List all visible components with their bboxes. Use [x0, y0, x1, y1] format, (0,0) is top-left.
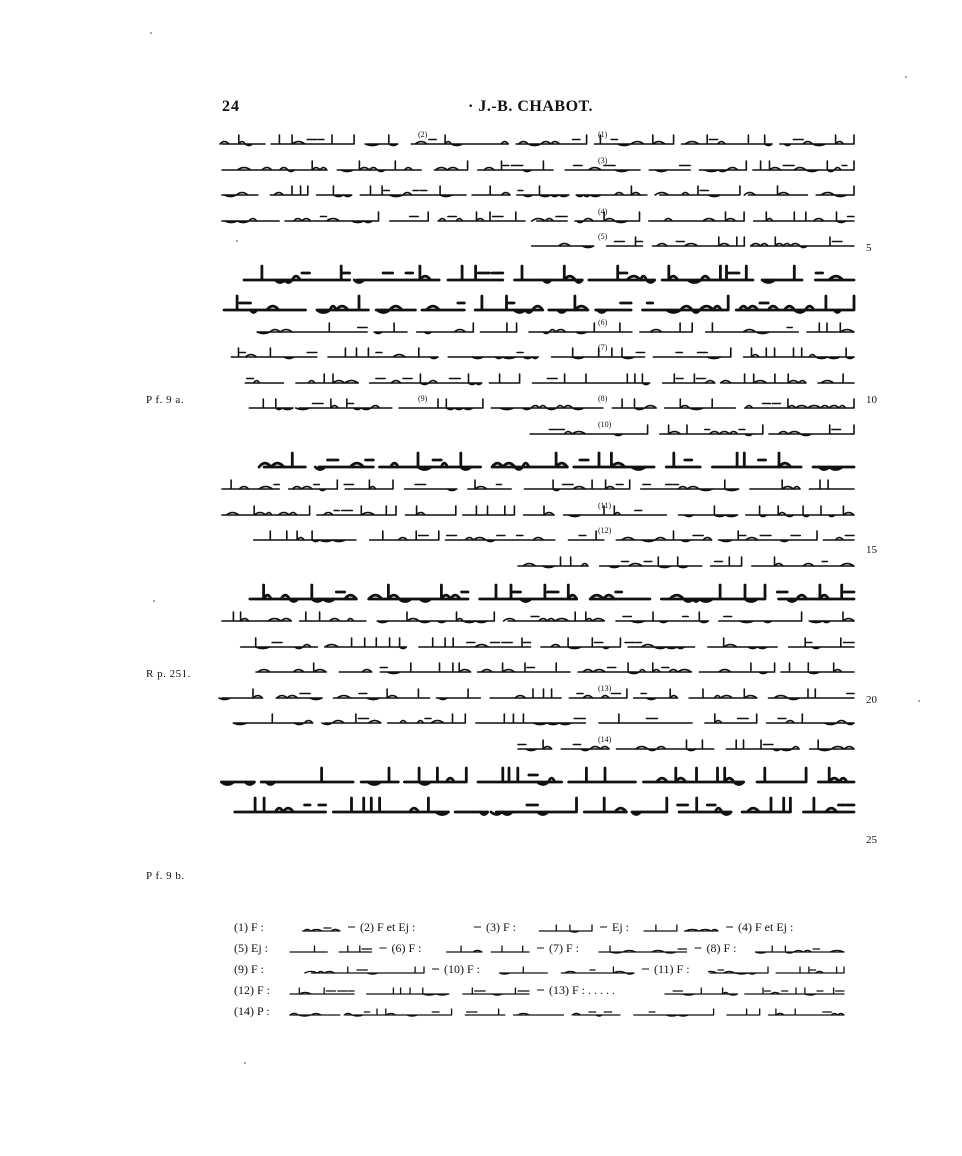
footnote-label: (1) F : [234, 920, 264, 934]
manuscript-folio-ref: P f. 9 a. [146, 394, 185, 406]
footnote-marker: (3) [598, 155, 608, 165]
syriac-text-line [218, 605, 858, 629]
syriac-text-line [218, 682, 858, 706]
syriac-text-line [218, 656, 858, 680]
syriac-text-line [218, 707, 858, 731]
footnote-line [232, 916, 862, 937]
footnote-line [232, 979, 862, 1000]
manuscript-folio-ref: P f. 9 b. [146, 870, 185, 882]
line-number: 5 [866, 242, 872, 254]
footnote-label: (10) F : [444, 962, 480, 976]
syriac-text-line [218, 316, 858, 340]
footnote-line [232, 958, 862, 979]
syriac-text-line [218, 179, 858, 203]
running-head [218, 98, 858, 120]
line-number: 20 [866, 694, 877, 706]
footnote-marker: (6) [598, 317, 608, 327]
running-title: · J.-B. CHABOT. [468, 98, 593, 115]
footnote-line [232, 937, 862, 958]
page-number: 24 [222, 98, 240, 115]
footnote-label: (7) F : [549, 941, 579, 955]
footnote-label: (13) F : . . . . . [549, 983, 615, 997]
footnote-label: (14) P : [234, 1004, 270, 1018]
footnote-label: (3) F : [486, 920, 516, 934]
footnote-line [232, 1000, 862, 1021]
footnote-marker: (5) [598, 232, 608, 241]
footnote-label: (8) F : [706, 941, 737, 955]
print-speck [150, 32, 152, 34]
footnote-label: (5) Ej : [234, 941, 268, 955]
syriac-text-line [218, 733, 858, 757]
footnote-label: (4) F et Ej : [738, 920, 794, 934]
syriac-text-line [218, 341, 858, 365]
print-speck [905, 76, 907, 78]
footnote-marker: (11) [598, 500, 612, 510]
syriac-heading-line [218, 443, 858, 477]
footnote-marker: (8) [598, 394, 608, 403]
syriac-heading-line [218, 286, 858, 320]
line-number: 10 [866, 394, 877, 406]
syriac-text-line [218, 550, 858, 574]
syriac-text-line [218, 205, 858, 229]
syriac-heading-line [218, 575, 858, 609]
footnote-marker: (12) [598, 526, 612, 535]
syriac-heading-line [218, 788, 858, 822]
line-number: 15 [866, 544, 877, 556]
syriac-text-line [218, 631, 858, 655]
footnote-label: (2) F et Ej : [360, 920, 416, 934]
syriac-heading-line [218, 758, 858, 792]
footnote-marker: (14) [598, 734, 612, 744]
syriac-text-line [218, 392, 858, 416]
footnote-marker: (2) [418, 130, 428, 139]
footnote-marker: (10) [598, 419, 612, 429]
footnote-marker: (13) [598, 683, 612, 693]
syriac-text-line [218, 418, 858, 442]
print-speck [153, 600, 155, 602]
footnote-marker: (9) [418, 394, 428, 403]
manuscript-folio-ref: R p. 251. [146, 668, 191, 680]
footnotes [232, 916, 862, 1021]
syriac-text-line [218, 154, 858, 178]
syriac-text-line [218, 230, 858, 254]
syriac-text-line [218, 473, 858, 497]
syriac-text-line [218, 367, 858, 391]
syriac-text-line [218, 128, 858, 152]
syriac-heading-line [218, 256, 858, 290]
line-number: 25 [866, 834, 877, 846]
print-speck [244, 1062, 246, 1064]
footnote-label: (9) F : [234, 962, 264, 976]
footnote-marker: (7) [598, 343, 608, 352]
footnote-label: (12) F : [234, 983, 270, 997]
print-speck [918, 700, 920, 702]
syriac-text-line [218, 499, 858, 523]
footnote-marker: (4) [598, 206, 608, 216]
syriac-text-line [218, 524, 858, 548]
footnote-marker: (1) [598, 130, 608, 139]
footnote-label: (11) F : [654, 962, 690, 976]
footnote-label: Ej : [612, 920, 629, 934]
footnote-label: (6) F : [391, 941, 422, 955]
